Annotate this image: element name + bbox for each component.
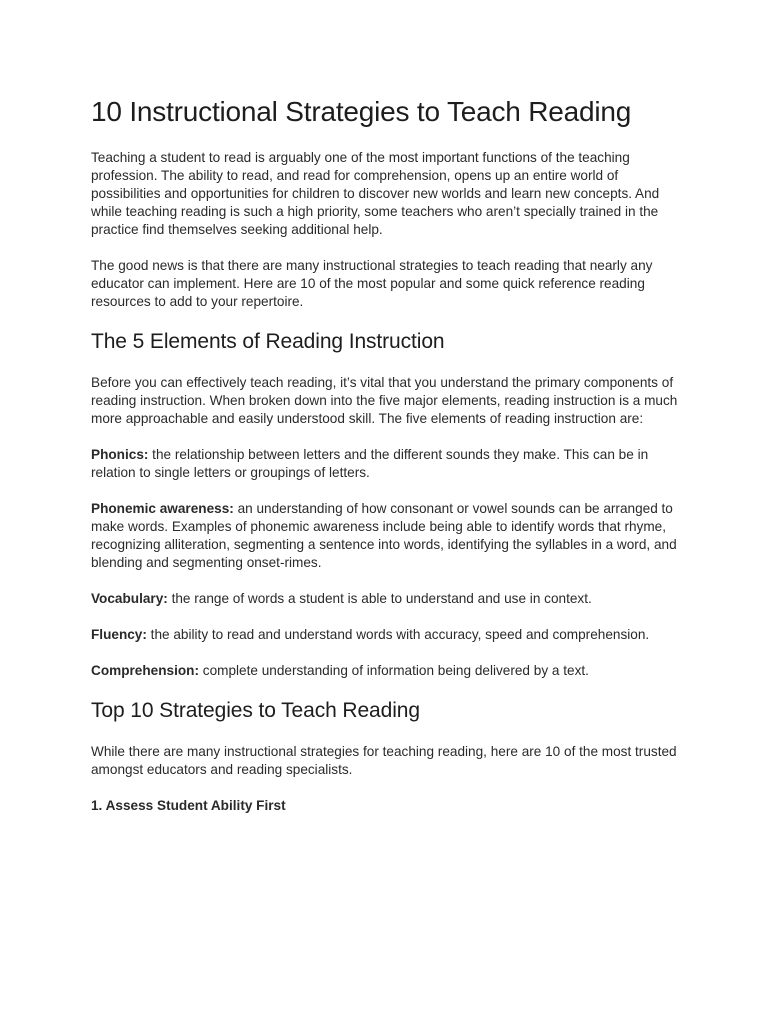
element-definition: the ability to read and understand words with accuracy, speed and comprehension. (146, 627, 650, 642)
element-term: Phonemic awareness: (91, 501, 234, 516)
element-vocabulary (91, 590, 681, 608)
element-term: Fluency: (91, 627, 147, 642)
element-definition: the range of words a student is able to understand and use in context. (167, 591, 592, 606)
element-definition: the relationship between letters and the different sounds they make. This can be in relation to single letters or groupings of letters. (91, 447, 649, 480)
element-term: Vocabulary: (91, 591, 168, 606)
element-comprehension (91, 662, 681, 680)
page-title: 10 Instructional Strategies to Teach Reading (91, 96, 632, 127)
strategies-lead-paragraph: While there are many instructional strategies for teaching reading, here are 10 of the most trusted amongst educators and reading specialists. (91, 744, 677, 777)
intro-paragraph-1: Teaching a student to read is arguably one of the most important functions of the teaching profession. The ability to read, and read for comprehension, opens up an entire world of possibilities and opportunities for children to discover new worlds and learn new concepts. And while teaching reading is such a high priority, some teachers who aren’t specially trained in the practice find themselves seeking additional help. (91, 150, 660, 237)
element-fluency (91, 626, 681, 644)
element-definition: an understanding of how consonant or vowel sounds can be arranged to make words. Examples of phonemic awareness include being able to identify words that rhyme, recognizing alliteration, segmenting a sentence into words, identifying the syllables in a word, and blending and segmenting onset-rimes. (91, 501, 677, 570)
section-heading-strategies: Top 10 Strategies to Teach Reading (91, 699, 420, 722)
document-page (91, 94, 681, 815)
element-phonemic-awareness (91, 500, 681, 572)
elements-lead-paragraph: Before you can effectively teach reading, it’s vital that you understand the primary components of reading instruction. When broken down into the five major elements, reading instruction is a much more approachable and easily understood skill. The five elements of reading instruction are: (91, 375, 678, 426)
element-definition: complete understanding of information being delivered by a text. (199, 663, 589, 678)
element-phonics (91, 446, 681, 482)
intro-paragraph-2: The good news is that there are many instructional strategies to teach reading that nearly any educator can implement. Here are 10 of the most popular and some quick reference reading resources to add to your repertoire. (91, 258, 653, 309)
element-term: Comprehension: (91, 663, 199, 678)
section-heading-elements: The 5 Elements of Reading Instruction (91, 330, 445, 353)
strategy-heading-1: 1. Assess Student Ability First (91, 798, 286, 813)
element-term: Phonics: (91, 447, 149, 462)
